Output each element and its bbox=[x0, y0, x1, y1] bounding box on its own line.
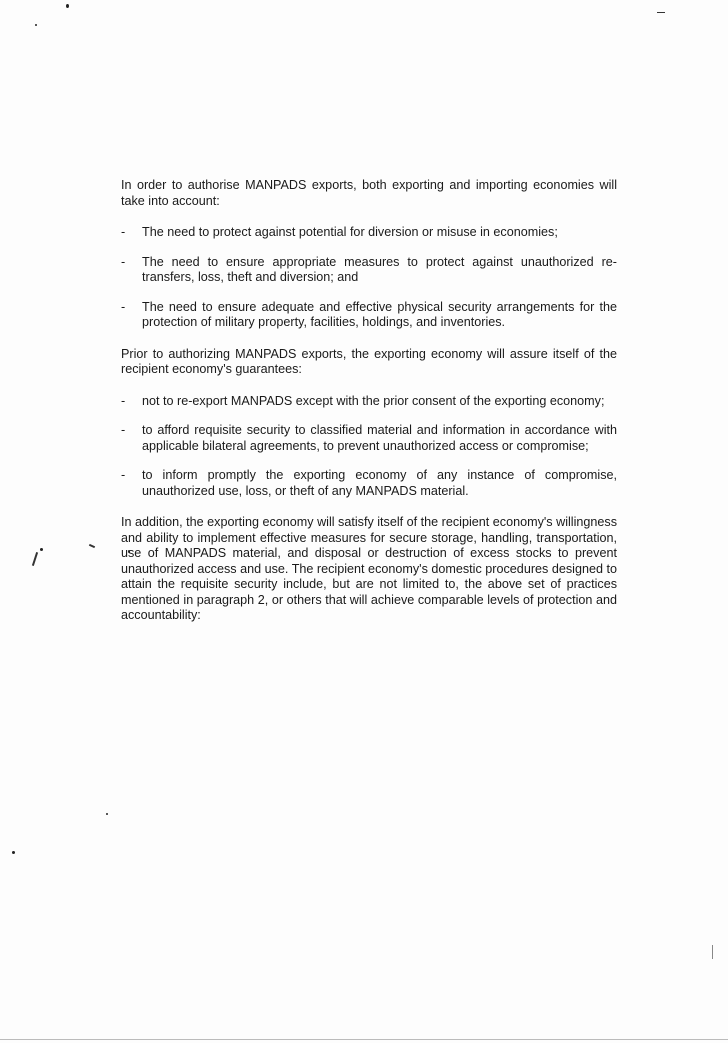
considerations-list bbox=[121, 225, 617, 331]
document-body bbox=[121, 178, 617, 640]
scan-speck bbox=[12, 851, 15, 854]
guarantees-list bbox=[121, 394, 617, 500]
list-item-text: The need to ensure appropriate measures to protect against unauthorized re-transfers, loss, theft and diversion; and bbox=[142, 254, 617, 284]
bullet-dash: - bbox=[121, 423, 126, 437]
addition-paragraph: In addition, the exporting economy will satisfy itself of the recipient economy's willingness and ability to implement effective measures for secure storage, handling, transportation, use of MANPADS material, and disposal or destruction of excess stocks to prevent unauthorized access and use. The recipient economy's domestic procedures designed to attain the requisite security include, but are not limited to, the above set of practices mentioned in paragraph 2, or others that will achieve comparable levels of protection and accountability: bbox=[121, 515, 617, 622]
bullet-dash: - bbox=[121, 254, 126, 269]
list-item-text: to inform promptly the exporting economy of any instance of compromise, unauthorized use, loss, or theft of any MANPADS material. bbox=[142, 468, 617, 498]
bullet-dash: - bbox=[121, 393, 126, 408]
list-item bbox=[121, 423, 617, 454]
scan-edge bbox=[0, 1039, 728, 1040]
scan-mark bbox=[89, 544, 95, 548]
list-item bbox=[121, 300, 617, 331]
list-item-text: The need to protect against potential for diversion or misuse in economies; bbox=[142, 225, 558, 239]
list-item bbox=[121, 225, 617, 241]
scan-speck bbox=[35, 24, 37, 26]
bullet-dash: - bbox=[121, 299, 126, 314]
list-item bbox=[121, 468, 617, 499]
scan-speck bbox=[40, 548, 43, 551]
list-item bbox=[121, 255, 617, 286]
bullet-dash: - bbox=[121, 468, 126, 482]
list-item-text: to afford requisite security to classified material and information in accordance with applicable bilateral agreements, to prevent unauthorized access or compromise; bbox=[142, 423, 617, 453]
bullet-dash: - bbox=[121, 225, 126, 239]
intro-paragraph: In order to authorise MANPADS exports, both exporting and importing economies will take into account: bbox=[121, 178, 617, 208]
scan-speck bbox=[106, 813, 108, 815]
scan-mark bbox=[657, 12, 665, 13]
list-item bbox=[121, 394, 617, 410]
scan-mark bbox=[32, 552, 38, 566]
scan-speck bbox=[66, 4, 69, 8]
scan-mark bbox=[712, 945, 713, 959]
list-item-text: The need to ensure adequate and effective physical security arrangements for the protection of military property, facilities, holdings, and inventories. bbox=[142, 299, 617, 329]
list-item-text: not to re-export MANPADS except with the prior consent of the exporting economy; bbox=[142, 393, 605, 408]
prior-paragraph: Prior to authorizing MANPADS exports, the exporting economy will assure itself of the recipient economy's guarantees: bbox=[121, 346, 617, 376]
